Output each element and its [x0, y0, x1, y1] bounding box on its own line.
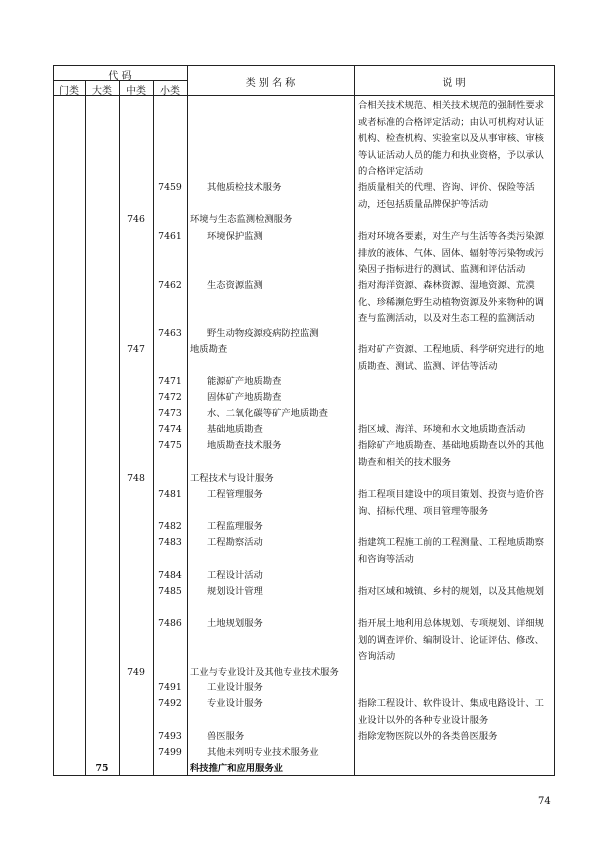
header-da: 大类 — [92, 86, 112, 97]
cell-xiao: 7484 — [158, 570, 182, 581]
cell-name: 土地规划服务 — [207, 618, 263, 629]
table-right-border — [554, 65, 555, 776]
cell-xiao: 7492 — [158, 698, 182, 709]
cell-name: 基础地质勘查 — [207, 424, 263, 435]
cell-name: 工程监理服务 — [207, 521, 263, 532]
cell-xiao: 7459 — [158, 182, 182, 193]
cell-name: 工程勘察活动 — [207, 537, 263, 548]
cell-xiao: 7463 — [158, 328, 182, 339]
cell-name: 能源矿产地质勘查 — [207, 376, 282, 387]
cell-zhong: 749 — [127, 667, 145, 678]
cell-name: 工程设计活动 — [207, 570, 263, 581]
cell-xiao: 7481 — [158, 489, 182, 500]
cell-name: 环境与生态监测检测服务 — [190, 214, 293, 225]
cell-xiao: 7493 — [158, 731, 182, 742]
cell-zhong: 747 — [127, 344, 145, 355]
cell-name: 地质勘查技术服务 — [207, 440, 282, 451]
header-code: 代 码 — [108, 71, 132, 82]
header-xiao: 小类 — [160, 86, 180, 97]
cell-name: 专业设计服务 — [207, 698, 263, 709]
cell-desc: 指对区域和城镇、乡村的规划，以及其他规划 — [358, 586, 544, 597]
cell-name: 工程技术与设计服务 — [190, 473, 274, 484]
cell-desc: 指区域、海洋、环境和水文地质勘查活动 — [358, 424, 526, 435]
cell-name: 地质勘查 — [190, 344, 228, 355]
cell-desc: 指除矿产地质勘查、基础地质勘查以外的其他勘查和相关的技术服务 — [358, 440, 544, 468]
cell-name: 工业与专业设计及其他专业技术服务 — [190, 667, 339, 678]
cell-desc: 指对矿产资源、工程地质、科学研究进行的地质勘查、测试、监测、评估等活动 — [358, 344, 544, 372]
cell-xiao: 7473 — [158, 408, 182, 419]
cell-name: 其他质检技术服务 — [207, 182, 282, 193]
cell-xiao: 7472 — [158, 392, 182, 403]
cell-xiao: 7491 — [158, 682, 182, 693]
cell-xiao: 7462 — [158, 280, 182, 291]
cell-name: 科技推广和应用服务业 — [190, 763, 283, 774]
cell-name: 环境保护监测 — [207, 231, 263, 242]
cell-xiao: 7485 — [158, 586, 182, 597]
cell-xiao: 7475 — [158, 440, 182, 451]
table-left-border — [53, 65, 54, 776]
cell-zhong: 748 — [127, 473, 145, 484]
cell-desc: 指除工程设计、软件设计、集成电路设计、工业设计以外的各种专业设计服务 — [358, 698, 544, 726]
header-desc: 说 明 — [442, 78, 466, 89]
cell-xiao: 7474 — [158, 424, 182, 435]
cell-desc: 指工程项目建设中的项目策划、投资与造价咨询、招标代理、项目管理等服务 — [358, 489, 544, 517]
header-men: 门类 — [59, 86, 79, 97]
header-name: 类 别 名 称 — [245, 78, 296, 89]
cell-name: 兽医服务 — [207, 731, 245, 742]
cell-da: 75 — [95, 763, 109, 774]
cell-desc: 指对海洋资源、森林资源、湿地资源、荒漠化、珍稀濒危野生动植物资源及外来物种的调查与监测活动，以及对生态工程的监测活动 — [358, 280, 544, 324]
cell-xiao: 7471 — [158, 376, 182, 387]
cell-name: 规划设计管理 — [207, 586, 263, 597]
cell-xiao: 7483 — [158, 537, 182, 548]
cell-zhong: 746 — [127, 214, 145, 225]
cell-name: 水、二氧化碳等矿产地质勘查 — [207, 408, 328, 419]
table-top-border — [53, 65, 555, 66]
cell-xiao: 7461 — [158, 231, 182, 242]
page-number: 74 — [538, 796, 551, 807]
cell-name: 野生动物疫源疫病防控监测 — [207, 328, 319, 339]
cell-xiao: 7499 — [158, 747, 182, 758]
col-divider-men-da — [85, 80, 86, 776]
cell-desc: 指建筑工程施工前的工程测量、工程地质勘察和咨询等活动 — [358, 537, 544, 565]
cell-name: 工业设计服务 — [207, 682, 263, 693]
cell-name: 固体矿产地质勘查 — [207, 392, 282, 403]
cell-desc: 指除宠物医院以外的各类兽医服务 — [358, 731, 498, 742]
cell-name: 其他未列明专业技术服务业 — [207, 747, 319, 758]
cell-xiao: 7482 — [158, 521, 182, 532]
cell-desc: 指开展土地利用总体规划、专项规划、详细规划的调查评价、编制设计、论证评估、修改、咨询活动 — [358, 618, 544, 662]
cell-name: 工程管理服务 — [207, 489, 263, 500]
cell-desc: 指质量相关的代理、咨询、评价、保险等活动，还包括质量品牌保护等活动 — [358, 182, 535, 210]
cell-xiao: 7486 — [158, 618, 182, 629]
cell-desc: 指对环境各要素，对生产与生活等各类污染源排放的液体、气体、固体、辐射等污染物或污染因子指标进行的测试、监测和评估活动 — [358, 231, 544, 275]
cell-name: 生态资源监测 — [207, 280, 263, 291]
header-zhong: 中类 — [126, 86, 146, 97]
col-divider-xiao-name — [187, 65, 188, 776]
cell-desc: 合相关技术规范、相关技术规范的强制性要求或者标准的合格评定活动；由认可机构对认证机构、检查机构、实验室以及从事审核、审核等认证活动人员的能力和执业资格，予以承认的合格评定活动 — [358, 100, 544, 177]
